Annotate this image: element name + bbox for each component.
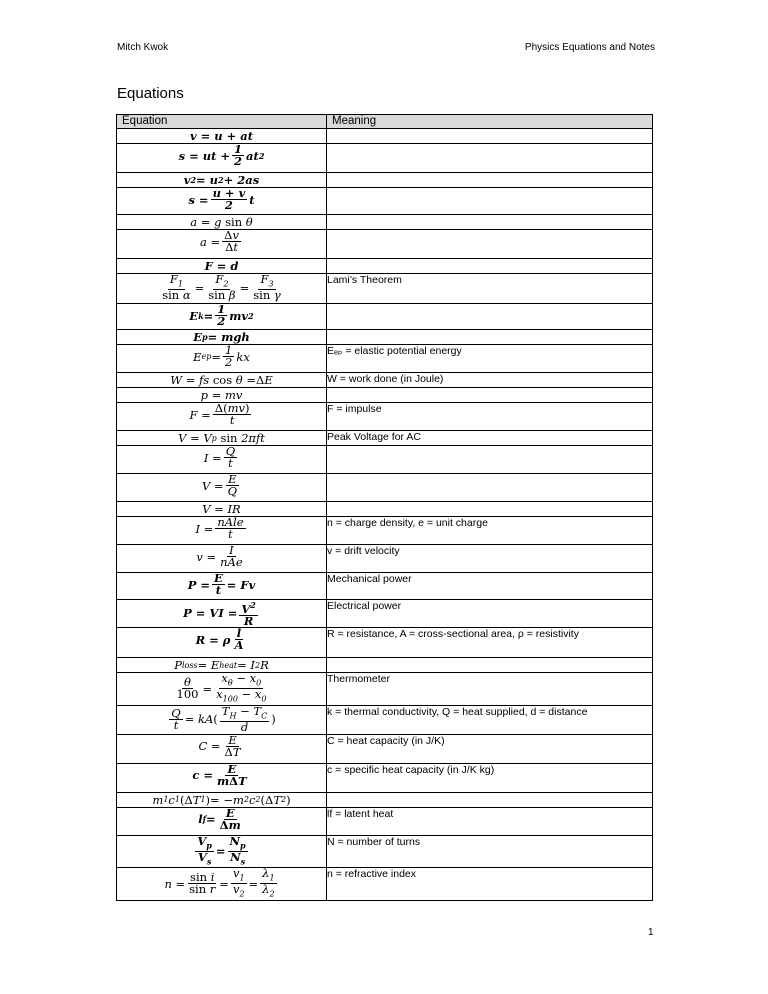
meaning-cell [327,144,653,173]
equation-cell: I = Q t [117,446,327,474]
column-header-meaning: Meaning [327,115,653,129]
meaning-cell: v = drift velocity [327,545,653,573]
table-row [117,628,653,658]
meaning-cell: c = specific heat capacity (in J/K kg) [327,763,653,792]
table-row [117,573,653,600]
equation-cell: θ 100 = $x_\theta - x_0$ $x_{100} - x_0$ [117,673,327,706]
equation-cell: n = sin i sin r = $v_1$ $v_2$ = $\lambda_1$ $\lambda_2$ [117,868,327,901]
table-row [117,705,653,734]
meaning-cell: Mechanical power [327,573,653,600]
table-row [117,474,653,502]
equation-cell: P = E t = Fv [117,573,327,600]
equation-cell: v = u + at [117,129,327,144]
equation-cell: R = ρ l A [117,628,327,658]
equation-cell: v 2 = u 2 + 2as [117,173,327,188]
table-header-row [117,115,653,129]
meaning-cell [327,502,653,517]
equation-cell: c = E mΔT [117,763,327,792]
table-row [117,545,653,573]
meaning-cell: n = charge density, e = unit charge [327,517,653,545]
meaning-cell [327,304,653,330]
equation-cell: P = VI = $V^2$ R [117,600,327,628]
equation-cell: E p = mgh [117,330,327,345]
meaning-cell [327,658,653,673]
table-row [117,274,653,304]
table-row [117,188,653,215]
equation-cell: s = ut + 1 2 at 2 [117,144,327,173]
table-row [117,763,653,792]
equation-cell: W = fs cos θ = Δ E [117,373,327,388]
equation-cell: P loss = E heat = I 2 R [117,658,327,673]
equation-cell: m 1 c 1 (Δ T 1 ) = −m 2 c 2 (Δ T 2 ) [117,792,327,807]
table-row [117,600,653,628]
table-row [117,835,653,868]
table-row [117,173,653,188]
meaning-cell [327,330,653,345]
equation-cell: F = Δ(mv) t [117,403,327,431]
equation-cell: a = Δv Δt [117,230,327,259]
table-row [117,230,653,259]
table-row [117,345,653,373]
table-row [117,403,653,431]
table-row [117,807,653,835]
table-row [117,431,653,446]
equation-cell: s = u + v 2 t [117,188,327,215]
meaning-cell [327,792,653,807]
meaning-cell [327,215,653,230]
table-row [117,734,653,763]
table-row [117,446,653,474]
meaning-cell: Eₑₚ = elastic potential energy [327,345,653,373]
equation-cell: v = I nAe [117,545,327,573]
equation-cell: $V_p$ $V_s$ = $N_p$ $N_s$ [117,835,327,868]
table-row [117,792,653,807]
meaning-cell [327,259,653,274]
table-row [117,502,653,517]
meaning-cell [327,188,653,215]
equation-cell: V = E Q [117,474,327,502]
equation-cell: V = IR [117,502,327,517]
table-row [117,658,653,673]
meaning-cell: k = thermal conductivity, Q = heat supplied, d = distance [327,705,653,734]
equation-cell: l f = E Δm [117,807,327,835]
page-number: 1 [648,927,654,938]
equation-cell: E k = 1 2 mv 2 [117,304,327,330]
equation-cell: p = mv [117,388,327,403]
meaning-cell: n = refractive index [327,868,653,901]
meaning-cell: Thermometer [327,673,653,706]
meaning-cell: W = work done (in Joule) [327,373,653,388]
meaning-cell: Peak Voltage for AC [327,431,653,446]
equation-cell: a = g sin θ [117,215,327,230]
equation-cell: Q t = kA ( $T_H - T_C$ d ) [117,705,327,734]
meaning-cell [327,173,653,188]
table-row [117,215,653,230]
table-row [117,373,653,388]
table-row [117,388,653,403]
meaning-cell: C = heat capacity (in J/K) [327,734,653,763]
meaning-cell: Lami’s Theorem [327,274,653,304]
header-author: Mitch Kwok [117,42,169,53]
table-row [117,868,653,901]
table-row [117,259,653,274]
section-title: Equations [117,85,184,102]
meaning-cell [327,129,653,144]
equation-cell: C = E ΔT [117,734,327,763]
table-row [117,129,653,144]
meaning-cell: F = impulse [327,403,653,431]
equation-cell: I = nAle t [117,517,327,545]
table-row [117,144,653,173]
meaning-cell: Electrical power [327,600,653,628]
table-row [117,330,653,345]
table-row [117,304,653,330]
header-document-title: Physics Equations and Notes [524,42,655,53]
equation-cell: E ep = 1 2 kx [117,345,327,373]
equations-table [116,114,653,901]
column-header-equation: Equation [117,115,327,129]
table-row [117,673,653,706]
meaning-cell: N = number of turns [327,835,653,868]
meaning-cell: R = resistance, A = cross-sectional area, ρ = resistivity [327,628,653,658]
meaning-cell: lf = latent heat [327,807,653,835]
equation-cell: $F_1$ sin α = $F_2$ sin β = $F_3$ sin γ [117,274,327,304]
table-row [117,517,653,545]
equation-cell: $\overline{F}$ = $\overline{d}$ [117,259,327,274]
meaning-cell [327,388,653,403]
meaning-cell [327,474,653,502]
equation-cell: V = V p sin 2πft [117,431,327,446]
meaning-cell [327,230,653,259]
meaning-cell [327,446,653,474]
